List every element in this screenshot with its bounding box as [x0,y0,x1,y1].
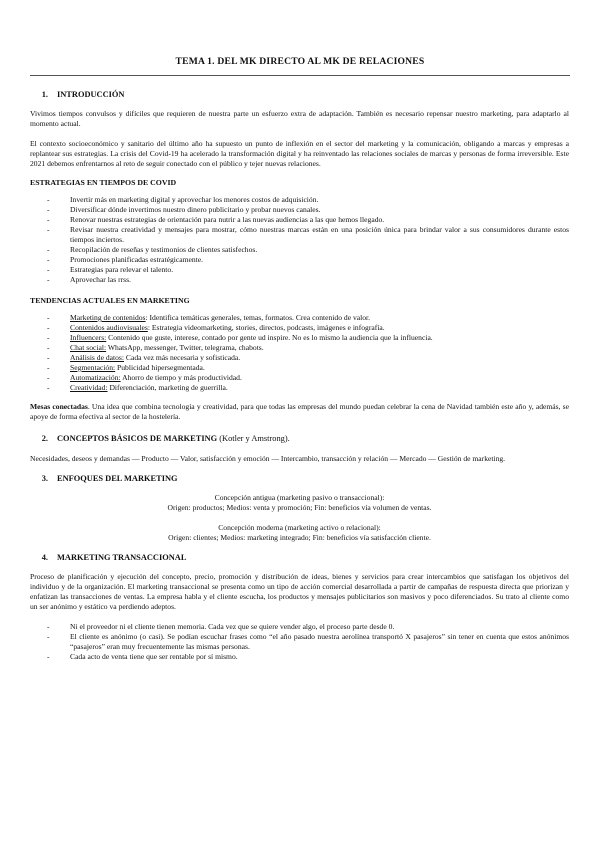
list-item: - Diversificar dónde invertimos nuestro dinero publicitario y probar nuevos canales. [47,205,321,214]
paragraph: Vivimos tiempos convulsos y difíciles que requieren de nuestra parte un esfuerzo extra de adaptación. También es necesario repensar nuestro marketing, para adaptarlo al momento actual. [30,109,569,128]
strategies-list [30,195,569,285]
document-body [30,90,569,662]
list-item: - Cada acto de venta tiene que ser rentable por sí mismo. [47,652,238,661]
list-item: - Revisar nuestra creatividad y mensajes para mostrar, cómo nuestras marcas están en una posición única para brindar valor a sus consumidores durante estos tiempos inciertos. [47,225,569,244]
section-heading-transactional: 4. MARKETING TRANSACCIONAL [41,553,187,562]
list-item: - Recopilación de reseñas y testimonios de clientes satisfechos. [47,245,258,254]
list-item: - Creatividad: Diferenciación, marketing de guerrilla. [47,383,228,392]
list-item: - Invertir más en marketing digital y aprovechar los menores costos de adquisición. [47,195,319,204]
list-item: - Aprovechar las rrss. [47,275,131,284]
title-divider [30,75,570,76]
transactional-list [30,622,569,662]
list-item: - Promociones planificadas estratégicamente. [47,255,204,264]
subheading-trends: TENDENCIAS ACTUALES EN MARKETING [30,296,190,305]
trends-list [30,313,569,393]
list-item: - Contenidos audiovisuales: Estrategia videomarketing, stories, directos, podcasts, imágenes e infografía. [47,323,385,332]
list-item: - Análisis de datos: Cada vez más necesaria y sofisticada. [47,353,241,362]
section-title: INTRODUCCIÓN [57,90,125,99]
new-concept-title: Concepción moderna (marketing activo o relacional): [218,523,381,532]
paragraph: Necesidades, deseos y demandas — Producto — Valor, satisfacción y emoción — Intercambio, transacción y relación — Mercado — Gestión de marketing. [30,454,506,463]
list-item: - Marketing de contenidos: Identifica temáticas generales, temas, formatos. Crea contenido de valor. [47,313,371,322]
old-concept-desc: Origen: productos; Medios: venta y promoción; Fin: beneficios vía volumen de ventas. [167,503,432,512]
old-concept-title: Concepción antigua (marketing pasivo o transaccional): [214,493,385,502]
list-item: - Chat social: WhatsApp, messenger, Twitter, telegrama, chabots. [47,343,264,352]
list-item: - El cliente es anónimo (o casi). Se podían escuchar frases como “el año pasado nuestra aerolínea transportó X pasajeros” sin tener en cuenta que estos anónimos “pasajeros” eran muy frecuentemente las mismas personas. [47,632,569,651]
list-item: - Segmentación: Publicidad hipersegmentada. [47,363,205,372]
paragraph: El contexto socioeconómico y sanitario del último año ha supuesto un punto de inflexión en el sector del marketing y la comunicación, obligando a marcas y empresas a replantear sus estrategias. La crisis del Covid-19 ha acelerado la transformación digital y ha reinventado las relaciones sociales de marcas y personas de forma irreversible. Este 2021 debemos enfrentarnos al reto de seguir conectado con el público y tejer nuevas relaciones. [30,139,569,168]
paragraph: Mesas conectadas. Una idea que combina tecnología y creatividad, para que todas las empresas del mundo puedan celebrar la cena de Navidad también este año y, además, se apoye de forma efectiva al sector de la hostelería. [30,402,569,421]
list-item: - Estrategias para relevar el talento. [47,265,174,274]
document-title: TEMA 1. DEL MK DIRECTO AL MK DE RELACIONES [175,56,425,67]
list-item: - Automatización: Ahorro de tiempo y más productividad. [47,373,242,382]
section-heading-approaches: 3. ENFOQUES DEL MARKETING [41,474,178,483]
list-item: - Renovar nuestras estrategias de orientación para nutrir a las nuevas audiencias a las que hemos llegado. [47,215,385,224]
section-number: 1. [41,90,48,99]
paragraph: Proceso de planificación y ejecución del concepto, precio, promoción y distribución de ideas, bienes y servicios para crear intercambios que satisfagan los objetivos del individuo y de la organización. El marketing transaccional se presenta como un tipo de acción comercial desarrollada a partir de campañas de respuesta directa que priorizan y enfatizan las transacciones de ventas. La empresa habla y el cliente escucha, los productos y mensajes publicitarios son masivos y poco diferenciados. Su trato al cliente como un ser anónimo y estático va perdiendo adeptos. [30,572,569,611]
list-item: - Influencers: Contenido que guste, interese, contado por gente ud inspire. No es lo mismo la audiencia que la influencia. [47,333,433,342]
new-concept-desc: Origen: clientes; Medios: marketing integrado; Fin: beneficios vía satisfacción cliente. [168,533,431,542]
list-item: - Ni el proveedor ni el cliente tienen memoria. Cada vez que se quiere vender algo, el proceso parte desde 0. [47,622,395,631]
section-heading-basics: 2. CONCEPTOS BÁSICOS DE MARKETING (Kotler y Amstrong). [41,434,290,443]
subheading-strategies: ESTRATEGIAS EN TIEMPOS DE COVID [30,178,177,187]
section-heading-intro [30,90,569,100]
